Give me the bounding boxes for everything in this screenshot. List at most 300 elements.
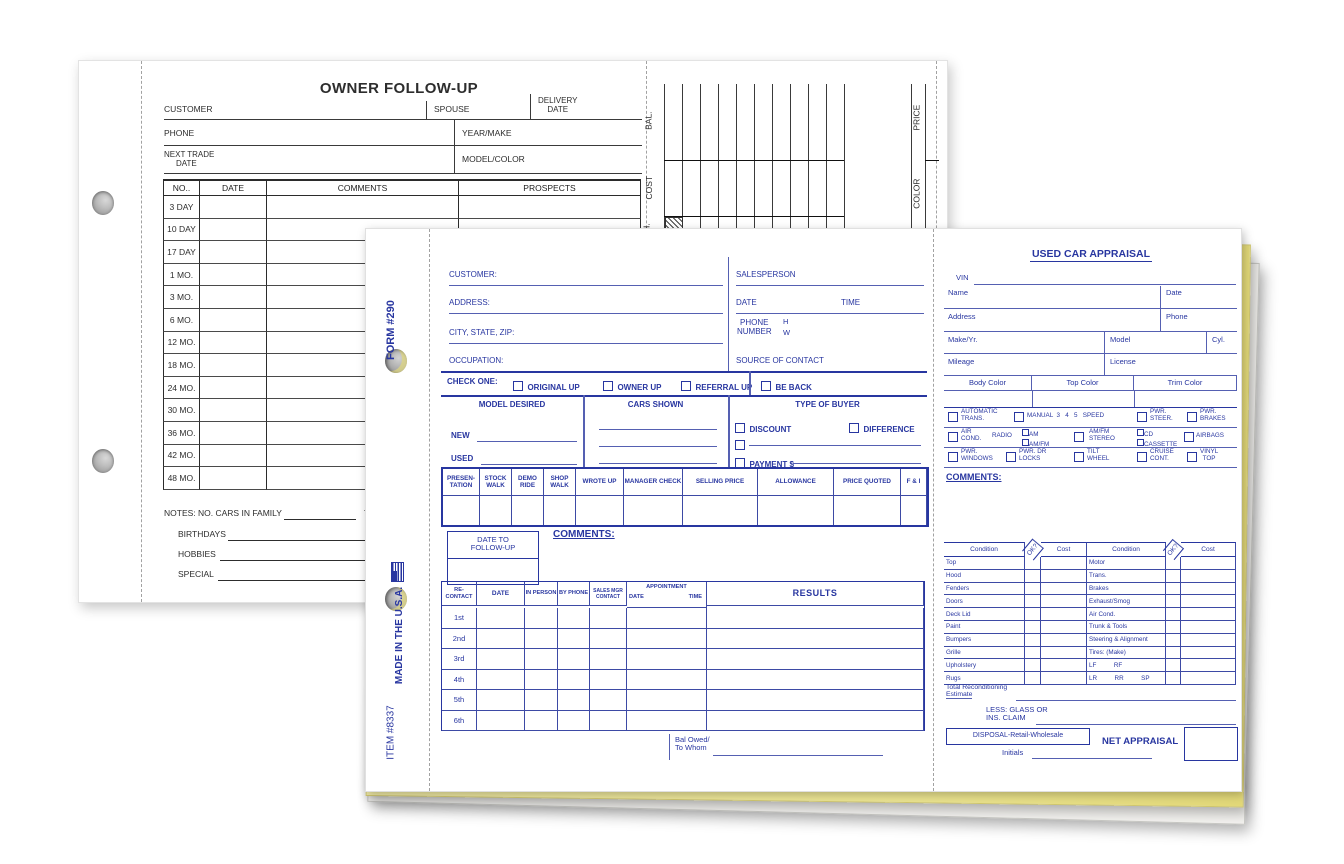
cell <box>558 608 590 629</box>
col-header: OK? <box>1163 539 1184 560</box>
cell <box>200 309 267 332</box>
rule <box>441 371 927 373</box>
col-header: Condition <box>1087 542 1166 557</box>
bal-owed-label: Bal Owed/ To Whom <box>675 735 710 753</box>
divider <box>454 119 455 173</box>
interval-label: 42 MO. <box>163 445 200 468</box>
cell <box>1181 595 1236 608</box>
item-number-label: ITEM #8337 <box>385 705 397 760</box>
cell <box>200 377 267 400</box>
steps-empty-row <box>443 496 927 525</box>
followup-table-row <box>163 196 641 219</box>
net-appraisal-label: NET APPRAISAL <box>1102 736 1179 747</box>
condition-item-label: Bumpers <box>944 634 1025 647</box>
comments-label: COMMENTS: <box>553 529 615 540</box>
net-appraisal-value-box <box>1184 727 1238 761</box>
col-header: NO.. <box>163 179 200 196</box>
cell <box>683 496 758 525</box>
condition-item-label: Doors <box>944 595 1025 608</box>
ordinal-label: 2nd <box>442 629 477 650</box>
color-column-header: Body Color <box>944 375 1032 391</box>
checkbox-icon <box>603 381 613 391</box>
used-car-appraisal-section <box>944 229 1238 791</box>
perforation-line <box>141 61 142 602</box>
condition-item-label: Rugs <box>944 672 1025 685</box>
checkbox-icon <box>948 412 958 422</box>
color-label: COLOR <box>911 178 922 209</box>
address-label: ADDRESS: <box>449 298 490 307</box>
cell <box>1025 659 1041 672</box>
ordinal-label: 5th <box>442 690 477 711</box>
condition-row <box>944 647 1236 660</box>
automatic-trans-label: AUTOMATIC TRANS. <box>961 408 998 422</box>
checkbox-icon <box>1006 452 1016 462</box>
divider <box>1032 390 1033 407</box>
cyl-label: Cyl. <box>1212 335 1225 344</box>
cell <box>1166 647 1181 660</box>
checkbox-icon <box>1184 432 1194 442</box>
cell <box>525 629 558 650</box>
interval-label: 1 MO. <box>163 264 200 287</box>
cell <box>624 496 683 525</box>
air-cond-label: AIR COND. <box>961 428 982 442</box>
condition-row <box>944 634 1236 647</box>
date-to-followup-box <box>447 531 539 585</box>
checkbox-icon <box>849 423 859 433</box>
customer-label: CUSTOMER: <box>449 270 497 279</box>
rule <box>944 308 1237 309</box>
phone-home-label: H <box>783 317 789 326</box>
total-reconditioning-label: Total Reconditioning Estimate <box>946 684 1008 699</box>
divider <box>1134 390 1135 407</box>
rule <box>454 173 642 174</box>
radio-am-amfm-options: AM AM/FM <box>1022 429 1049 449</box>
ordinal-label: 6th <box>442 711 477 732</box>
cell <box>1025 672 1041 685</box>
source-of-contact-label: SOURCE OF CONTACT <box>736 356 824 365</box>
used-label: USED <box>451 454 474 463</box>
cell <box>1181 659 1236 672</box>
radio-label: RADIO <box>992 432 1012 439</box>
cell <box>834 496 901 525</box>
col-header: STOCK WALK <box>480 469 512 496</box>
cell <box>590 690 627 711</box>
date-label: Date <box>1166 288 1182 297</box>
color-column-header: Top Color <box>1032 375 1134 391</box>
phone-number-label: PHONE NUMBER <box>737 318 772 336</box>
cell <box>1041 557 1087 570</box>
city-state-zip-label: CITY, STATE, ZIP: <box>449 328 515 337</box>
interval-label: 24 MO. <box>163 377 200 400</box>
cell <box>525 690 558 711</box>
color-columns <box>944 375 1237 391</box>
interval-label: 3 MO. <box>163 286 200 309</box>
time-label: TIME <box>841 298 861 307</box>
name-label: Name <box>948 288 969 297</box>
cell <box>512 496 544 525</box>
date-label: DATE <box>736 298 757 307</box>
rule <box>974 284 1236 285</box>
hobbies-label: HOBBIES <box>178 549 216 559</box>
cell <box>1166 583 1181 596</box>
cell <box>477 629 525 650</box>
condition-item-label: Steering & Alignment <box>1087 634 1166 647</box>
cell <box>200 467 267 490</box>
cell <box>627 629 707 650</box>
cell <box>707 690 924 711</box>
initials-label: Initials <box>1002 748 1024 757</box>
be-back-option: BE BACK <box>761 377 812 395</box>
checkbox-icon <box>1014 412 1024 422</box>
phone-label: PHONE <box>164 128 195 138</box>
special-label: SPECIAL <box>178 569 214 579</box>
pwr-brakes-label: PWR. BRAKES <box>1200 408 1226 422</box>
cell <box>1025 647 1041 660</box>
cell <box>1025 608 1041 621</box>
divider <box>749 371 751 395</box>
rule <box>441 395 927 397</box>
rule <box>944 467 1237 468</box>
cell <box>558 670 590 691</box>
cell <box>1025 621 1041 634</box>
amfm-stereo-label: AM/FM STEREO <box>1089 428 1115 442</box>
cell <box>1181 634 1236 647</box>
cell <box>1041 608 1087 621</box>
cell <box>1041 583 1087 596</box>
cell <box>1041 672 1087 685</box>
condition-row <box>944 659 1236 672</box>
cell <box>627 711 707 732</box>
condition-row <box>944 608 1236 621</box>
condition-item-label: LF RF <box>1087 659 1166 672</box>
cell <box>200 286 267 309</box>
cell <box>558 649 590 670</box>
cell <box>1181 672 1236 685</box>
cell <box>1025 634 1041 647</box>
cell <box>707 711 924 732</box>
cell <box>1041 634 1087 647</box>
interval-label: 10 DAY <box>163 219 200 242</box>
cell <box>1181 570 1236 583</box>
cell <box>525 711 558 732</box>
rule <box>454 145 642 146</box>
condition-item-label: Exhaust/Smog <box>1087 595 1166 608</box>
divider <box>426 101 427 119</box>
cell <box>1181 608 1236 621</box>
condition-row <box>944 583 1236 596</box>
punch-hole <box>92 449 114 473</box>
cell <box>707 608 924 629</box>
options-row-2 <box>944 427 1237 447</box>
cell <box>200 354 267 377</box>
cell <box>1181 621 1236 634</box>
options-row-3 <box>944 447 1237 467</box>
condition-item-label: Deck Lid <box>944 608 1025 621</box>
rule <box>1016 700 1236 701</box>
form-number-label: FORM #290 <box>384 300 397 361</box>
year-make-label: YEAR/MAKE <box>462 128 512 138</box>
model-color-label: MODEL/COLOR <box>462 154 525 164</box>
cell <box>1166 672 1181 685</box>
made-in-usa-label: MADE IN THE U.S.A. <box>389 543 407 703</box>
occupation-label: OCCUPATION: <box>449 356 504 365</box>
condition-item-label: Tires: (Make) <box>1087 647 1166 660</box>
col-header: PROSPECTS <box>459 179 641 196</box>
recontact-header-row <box>442 582 924 608</box>
col-header: DATE <box>477 582 525 606</box>
rule <box>944 353 1237 354</box>
divider <box>1206 331 1207 353</box>
col-header: IN PERSON <box>525 582 558 606</box>
interval-label: 12 MO. <box>163 332 200 355</box>
check-one-label: CHECK ONE: <box>447 377 498 386</box>
color-column-header: Trim Color <box>1134 375 1237 391</box>
ordinal-label: 1st <box>442 608 477 629</box>
difference-option: DIFFERENCE <box>849 419 915 437</box>
recontact-row <box>442 670 924 691</box>
rule <box>448 558 538 559</box>
condition-item-label: Trans. <box>1087 570 1166 583</box>
address-label: Address <box>948 312 976 321</box>
new-label: NEW <box>451 431 470 440</box>
col-header: DATE <box>200 179 267 196</box>
condition-item-label: Fenders <box>944 583 1025 596</box>
cost-label: COST <box>644 175 655 200</box>
col-header: PRICE QUOTED <box>834 469 901 496</box>
cell <box>627 649 707 670</box>
delivery-date-label: DELIVERY DATE <box>538 96 578 114</box>
checkbox-icon <box>1187 412 1197 422</box>
col-header: BY PHONE <box>558 582 590 606</box>
cell <box>1025 570 1041 583</box>
checkbox-icon <box>681 381 691 391</box>
checkbox-icon <box>1137 429 1144 436</box>
condition-item-label: Upholstery <box>944 659 1025 672</box>
condition-item-label: Grille <box>944 647 1025 660</box>
condition-table <box>944 542 1236 685</box>
ordinal-label: 4th <box>442 670 477 691</box>
interval-label: 3 DAY <box>163 196 200 219</box>
cell <box>1025 595 1041 608</box>
birthdays-label: BIRTHDAYS <box>178 529 226 539</box>
col-header: MANAGER CHECK <box>624 469 683 496</box>
model-desired-heading: MODEL DESIRED <box>478 400 546 409</box>
rule <box>1036 724 1236 725</box>
col-header: Cost <box>1181 542 1236 557</box>
appraisal-comments-label: COMMENTS: <box>946 472 1002 482</box>
checkbox-icon <box>1137 439 1144 446</box>
recontact-table <box>441 581 925 731</box>
rule <box>164 119 642 120</box>
condition-item-label: LR RR SP <box>1087 672 1166 685</box>
condition-item-label: Hood <box>944 570 1025 583</box>
next-trade-label: NEXT TRADE DATE <box>164 150 215 168</box>
vinyl-top-label: VINYL TOP <box>1200 448 1219 462</box>
manual-speed-label: MANUAL 3 4 5 SPEED <box>1027 412 1105 419</box>
cell <box>477 649 525 670</box>
model-label: Model <box>1110 335 1131 344</box>
cell <box>443 496 480 525</box>
checkbox-icon <box>1137 412 1147 422</box>
grid-line <box>925 160 939 161</box>
col-header-appointment: APPOINTMENT DATE TIME <box>627 582 707 608</box>
checkbox-icon <box>948 432 958 442</box>
rule <box>284 519 356 520</box>
blank-option <box>735 436 745 454</box>
perforation-line <box>429 229 430 791</box>
phone-work-label: W <box>783 328 791 337</box>
interval-label: 6 MO. <box>163 309 200 332</box>
price-label: PRICE <box>911 104 922 131</box>
interval-label: 30 MO. <box>163 399 200 422</box>
cell <box>200 422 267 445</box>
condition-item-label: Brakes <box>1087 583 1166 596</box>
checkbox-icon <box>735 423 745 433</box>
cell <box>200 241 267 264</box>
cell <box>707 670 924 691</box>
referral-up-option: REFERRAL UP <box>681 377 752 395</box>
rule <box>599 463 717 464</box>
cell <box>707 649 924 670</box>
less-glass-label: LESS: GLASS OR INS. CLAIM <box>986 705 1048 723</box>
cell <box>477 690 525 711</box>
original-up-option: ORIGINAL UP <box>513 377 580 395</box>
condition-row <box>944 595 1236 608</box>
rule <box>736 313 924 314</box>
cell <box>1166 595 1181 608</box>
notes-label: NOTES: NO. CARS IN FAMILY <box>164 508 282 518</box>
col-header: SHOP WALK <box>544 469 576 496</box>
rule <box>713 755 883 756</box>
cell <box>200 332 267 355</box>
checkbox-icon <box>1137 452 1147 462</box>
condition-item-label: Trunk & Tools <box>1087 621 1166 634</box>
type-of-buyer-heading: TYPE OF BUYER <box>795 400 860 409</box>
cell <box>1041 659 1087 672</box>
cell <box>758 496 834 525</box>
customer-label: CUSTOMER <box>164 104 213 114</box>
rule <box>944 331 1237 332</box>
cell <box>525 649 558 670</box>
recontact-row <box>442 629 924 650</box>
recontact-row <box>442 649 924 670</box>
payment-option: PAYMENT $ <box>735 454 794 472</box>
col-header: WROTE UP <box>576 469 624 496</box>
cars-shown-heading: CARS SHOWN <box>627 400 684 409</box>
cell <box>544 496 576 525</box>
mileage-label: Mileage <box>948 357 975 366</box>
sales-steps-table <box>441 467 929 527</box>
rule <box>477 441 577 442</box>
rule <box>164 173 454 174</box>
rule <box>793 463 921 464</box>
rule <box>449 313 723 314</box>
rule <box>599 446 717 447</box>
cell <box>590 629 627 650</box>
phone-label: Phone <box>1166 312 1188 321</box>
owner-up-option: OWNER UP <box>603 377 661 395</box>
checkbox-icon <box>513 381 523 391</box>
divider <box>728 257 729 371</box>
grid-line <box>664 216 844 217</box>
interval-label: 36 MO. <box>163 422 200 445</box>
cell <box>477 711 525 732</box>
cell <box>1041 570 1087 583</box>
checkbox-icon <box>735 440 745 450</box>
steps-header-row <box>443 469 927 496</box>
interval-label: 17 DAY <box>163 241 200 264</box>
cell <box>459 196 641 219</box>
col-header: ALLOWANCE <box>758 469 834 496</box>
rule <box>449 343 723 344</box>
cell <box>627 608 707 629</box>
perforation-line <box>933 229 934 791</box>
col-header: RE- CONTACT <box>442 582 477 606</box>
cell <box>627 690 707 711</box>
cd-cassette-options: CD CASSETTE <box>1137 429 1177 449</box>
cell <box>200 264 267 287</box>
col-header: F & I <box>901 469 927 496</box>
condition-row <box>944 570 1236 583</box>
interval-label: 48 MO. <box>163 467 200 490</box>
us-flag-icon <box>391 562 404 582</box>
rule <box>736 285 924 286</box>
discount-option: DISCOUNT <box>735 419 791 437</box>
cell <box>590 649 627 670</box>
cell <box>1166 570 1181 583</box>
recontact-row <box>442 711 924 732</box>
cell <box>1181 647 1236 660</box>
rule <box>599 429 717 430</box>
col-header: PRESEN- TATION <box>443 469 480 496</box>
col-header: COMMENTS <box>267 179 459 196</box>
checkbox-icon <box>1187 452 1197 462</box>
cell <box>267 196 459 219</box>
cell <box>1041 647 1087 660</box>
cell <box>200 399 267 422</box>
col-header: RESULTS <box>707 582 924 606</box>
checkbox-icon <box>761 381 771 391</box>
condition-header-row <box>944 542 1236 557</box>
checkbox-icon <box>1074 432 1084 442</box>
followup-table-header-row <box>163 179 641 196</box>
rule <box>749 445 921 446</box>
rule <box>449 285 723 286</box>
condition-item-label: Air Cond. <box>1087 608 1166 621</box>
cell <box>1041 595 1087 608</box>
divider <box>530 94 531 119</box>
license-label: License <box>1110 357 1136 366</box>
condition-item-label: Paint <box>944 621 1025 634</box>
cell <box>1166 659 1181 672</box>
condition-item-label: Motor <box>1087 557 1166 570</box>
tilt-wheel-label: TILT WHEEL <box>1087 448 1110 462</box>
checkbox-icon <box>948 452 958 462</box>
make-yr-label: Make/Yr. <box>948 335 978 344</box>
cell <box>200 196 267 219</box>
cell <box>1181 557 1236 570</box>
cell <box>480 496 512 525</box>
interval-label: 18 MO. <box>163 354 200 377</box>
checkbox-icon <box>1022 429 1029 436</box>
cruise-cont-label: CRUISE CONT. <box>1150 448 1174 462</box>
cell <box>1041 621 1087 634</box>
cell <box>525 670 558 691</box>
cell <box>627 670 707 691</box>
col-header: SALES MGR CONTACT <box>590 582 627 606</box>
cell <box>1025 583 1041 596</box>
cell <box>707 629 924 650</box>
